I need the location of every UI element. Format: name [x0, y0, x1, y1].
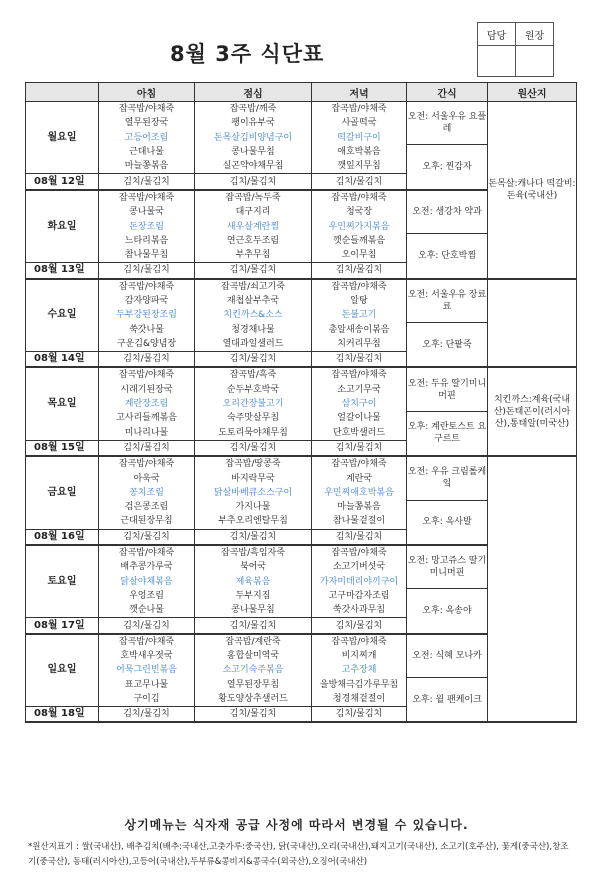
kimchi-item: 김치/물김치: [99, 352, 195, 368]
day-date: 08월 18일: [26, 707, 99, 723]
breakfast-item: 닭살야채볶음: [99, 575, 195, 589]
breakfast-item: 검은콩조림: [99, 500, 195, 514]
breakfast-item: 마늘쫑볶음: [99, 159, 195, 174]
lunch-item: 팽이유부국: [195, 116, 312, 130]
snack-morning: 오전: 우유 크림롤케잌: [407, 456, 488, 500]
lunch-item: 잡곡밥/계란죽: [195, 634, 312, 649]
day-label: 일요일: [26, 634, 99, 707]
dinner-item: 청국장: [312, 205, 407, 219]
dinner-item: 돈불고기: [312, 308, 407, 322]
breakfast-item: 근대나물: [99, 145, 195, 159]
breakfast-item: 잡곡밥/야채죽: [99, 545, 195, 560]
snack-afternoon: 오후: 계란토스트 요구르트: [407, 411, 488, 456]
dinner-item: 삼치구이: [312, 397, 407, 411]
kimchi-item: 김치/물김치: [195, 174, 312, 190]
approval-manager-sign: [478, 46, 516, 77]
dinner-item: 을방채극김가루무침: [312, 678, 407, 692]
lunch-item: 제육볶음: [195, 575, 312, 589]
lunch-item: 순두부호박국: [195, 383, 312, 397]
day-label: 금요일: [26, 456, 99, 529]
dinner-item: 우민찌애호박볶음: [312, 486, 407, 500]
breakfast-item: 표고무나물: [99, 678, 195, 692]
breakfast-item: 고사리들깨볶음: [99, 411, 195, 425]
breakfast-item: 구이김: [99, 692, 195, 707]
lunch-item: 숙주맛살무침: [195, 411, 312, 425]
kimchi-item: 김치/물김치: [312, 263, 407, 279]
dinner-item: 쑥갓사과무침: [312, 603, 407, 618]
breakfast-item: 근대된장무침: [99, 514, 195, 529]
breakfast-item: 잡곡밥/야채죽: [99, 190, 195, 205]
dinner-item: 치커리무침: [312, 337, 407, 352]
header-breakfast: 아침: [99, 83, 195, 102]
dinner-item: 애호박볶음: [312, 145, 407, 159]
snack-morning: 오전: 망고쥬스 딸기미니머핀: [407, 545, 488, 589]
kimchi-item: 김치/물김치: [195, 440, 312, 456]
header-lunch: 점심: [195, 83, 312, 102]
breakfast-item: 잡곡밥/야채죽: [99, 456, 195, 471]
lunch-item: 치킨까스&소스: [195, 308, 312, 322]
lunch-item: 새우살계란찜: [195, 219, 312, 233]
origin-footnote: *원산지표기 : 쌀(국내산), 배추김치(배추:국내산,고춧가루:중국산), 닭(국내산),오리(국내산),돼지고기(국내산), 소고기(호주산), 꽃게(중국산),창조기(중국산), 동태(러시아산),고등어(국내산),두부류&콩비지&콩국수(외국산),오징어(국내산): [28, 842, 569, 867]
dinner-item: 얼갈이나물: [312, 411, 407, 425]
snack-afternoon: 오후: 단팥죽: [407, 322, 488, 367]
dinner-item: 고추장채: [312, 663, 407, 677]
lunch-item: 소고기숙주볶음: [195, 663, 312, 677]
kimchi-item: 김치/물김치: [195, 707, 312, 723]
weekly-menu-table: [25, 82, 577, 723]
dinner-item: 사골떡국: [312, 116, 407, 130]
header-snack: 간식: [407, 83, 488, 102]
breakfast-item: 호박새우젓국: [99, 649, 195, 663]
kimchi-item: 김치/물김치: [312, 352, 407, 368]
breakfast-item: 돈장조림: [99, 219, 195, 233]
snack-morning: 오전: 식혜 모나카: [407, 634, 488, 678]
breakfast-item: 구운김&양념장: [99, 337, 195, 352]
kimchi-item: 김치/물김치: [312, 707, 407, 723]
breakfast-item: 참나물무침: [99, 248, 195, 263]
day-label: 토요일: [26, 545, 99, 618]
origin-note: 돈목살:캐나다 떡갈비:돈육(국내산): [488, 102, 577, 279]
breakfast-item: 콩나물국: [99, 205, 195, 219]
breakfast-item: 계란장조림: [99, 397, 195, 411]
snack-morning: 오전: 서울우유 장료료: [407, 279, 488, 323]
dinner-item: 떡갈비구이: [312, 131, 407, 145]
lunch-item: 열무된장무침: [195, 678, 312, 692]
breakfast-item: 잡곡밥/야채죽: [99, 367, 195, 382]
dinner-item: 잡곡밥/야채죽: [312, 367, 407, 382]
header-day: [26, 83, 99, 102]
breakfast-item: 열무된장국: [99, 116, 195, 130]
dinner-item: 잡곡밥/야채죽: [312, 190, 407, 205]
kimchi-item: 김치/물김치: [195, 352, 312, 368]
dinner-item: 우민찌가지볶음: [312, 219, 407, 233]
lunch-item: 실곤약야채무침: [195, 159, 312, 174]
snack-afternoon: 오후: 단호박찜: [407, 234, 488, 279]
breakfast-item: 감자양파국: [99, 294, 195, 308]
dinner-item: 잡곡밥/야채죽: [312, 102, 407, 117]
lunch-item: 잡곡밥/쇠고기죽: [195, 279, 312, 294]
lunch-item: 가지나물: [195, 500, 312, 514]
lunch-item: 돈목살김비양념구이: [195, 131, 312, 145]
kimchi-item: 김치/물김치: [195, 618, 312, 634]
lunch-item: 북어국: [195, 560, 312, 574]
page-title: 8월 3주 식단표: [170, 42, 325, 66]
lunch-item: 잡곡밥/흑죽: [195, 367, 312, 382]
lunch-item: 바지락무국: [195, 471, 312, 485]
breakfast-item: 고등어조림: [99, 131, 195, 145]
notice-text: 상기메뉴는 식자재 공급 사정에 따라서 변경될 수 있습니다.: [124, 818, 469, 832]
lunch-item: 부추무침: [195, 248, 312, 263]
breakfast-item: 잡곡밥/야채죽: [99, 102, 195, 117]
lunch-item: 잡곡밥/땅콩죽: [195, 456, 312, 471]
dinner-item: 깻순들깨볶음: [312, 234, 407, 248]
breakfast-item: 잡곡밥/야채죽: [99, 634, 195, 649]
breakfast-item: 잡곡밥/야채죽: [99, 279, 195, 294]
day-date: 08월 17일: [26, 618, 99, 634]
lunch-item: 콩나물무침: [195, 603, 312, 618]
day-date: 08월 14일: [26, 352, 99, 368]
lunch-item: 콩나물무침: [195, 145, 312, 159]
lunch-item: 대구지리: [195, 205, 312, 219]
snack-morning: 오전: 두유 딸기미니머핀: [407, 367, 488, 411]
dinner-item: 계란국: [312, 471, 407, 485]
dinner-item: 청경채겉절이: [312, 692, 407, 707]
breakfast-item: 아욱국: [99, 471, 195, 485]
approval-director-sign: [516, 46, 554, 77]
day-date: 08월 12일: [26, 174, 99, 190]
approval-manager-label: 담당: [478, 23, 516, 46]
kimchi-item: 김치/물김치: [195, 529, 312, 545]
kimchi-item: 김치/물김치: [99, 529, 195, 545]
kimchi-item: 김치/물김치: [99, 707, 195, 723]
dinner-item: 잡곡밥/야채죽: [312, 634, 407, 649]
snack-afternoon: 오후: 옥사발: [407, 500, 488, 545]
dinner-item: 알탕: [312, 294, 407, 308]
day-label: 수요일: [26, 279, 99, 352]
lunch-item: 부추오리엔탈무침: [195, 514, 312, 529]
day-label: 월요일: [26, 102, 99, 174]
snack-afternoon: 오후: 옥송야: [407, 589, 488, 634]
breakfast-item: 쑥갓나물: [99, 322, 195, 336]
breakfast-item: 꽁치조림: [99, 486, 195, 500]
kimchi-item: 김치/물김치: [312, 529, 407, 545]
dinner-item: 소고기무국: [312, 383, 407, 397]
lunch-item: 황도양상추샐러드: [195, 692, 312, 707]
dinner-item: 잡곡밥/야채죽: [312, 279, 407, 294]
snack-afternoon: 오후: 찐감자: [407, 145, 488, 190]
header-dinner: 저녁: [312, 83, 407, 102]
lunch-item: 잡곡밥/깨죽: [195, 102, 312, 117]
kimchi-item: 김치/물김치: [312, 440, 407, 456]
day-date: 08월 16일: [26, 529, 99, 545]
kimchi-item: 김치/물김치: [99, 440, 195, 456]
breakfast-item: 배추콩가루국: [99, 560, 195, 574]
dinner-item: 소고기버섯국: [312, 560, 407, 574]
breakfast-item: 미나리나물: [99, 426, 195, 441]
approval-box: [477, 22, 554, 77]
lunch-item: 오리간장불고기: [195, 397, 312, 411]
header-origin: 원산지: [488, 83, 577, 102]
lunch-item: 재첩살부추국: [195, 294, 312, 308]
snack-morning: 오전: 서울우유 요플레: [407, 102, 488, 145]
lunch-item: 청경채나물: [195, 322, 312, 336]
lunch-item: 잡곡밥/녹두죽: [195, 190, 312, 205]
lunch-item: 홍합살미역국: [195, 649, 312, 663]
origin-note: [488, 456, 577, 722]
breakfast-item: 어묵그린빈볶음: [99, 663, 195, 677]
dinner-item: 잡곡밥/야채죽: [312, 456, 407, 471]
snack-morning: 오전: 생강차 약과: [407, 190, 488, 234]
dinner-item: 마늘쫑볶음: [312, 500, 407, 514]
breakfast-item: 느타리볶음: [99, 234, 195, 248]
origin-note: 치킨까스:계육(국내산)돈태곤이(러시아산),통태알(미국산): [488, 367, 577, 456]
kimchi-item: 김치/물김치: [99, 174, 195, 190]
dinner-item: 고구마감자조림: [312, 589, 407, 603]
kimchi-item: 김치/물김치: [195, 263, 312, 279]
breakfast-item: 두부강된장조림: [99, 308, 195, 322]
snack-afternoon: 오후: 윌 팬케이크: [407, 678, 488, 723]
day-label: 목요일: [26, 367, 99, 440]
approval-director-label: 원장: [516, 23, 554, 46]
lunch-item: 도토리묵야채무침: [195, 426, 312, 441]
dinner-item: 잡곡밥/야채죽: [312, 545, 407, 560]
dinner-item: 총알새송이볶음: [312, 322, 407, 336]
lunch-item: 잡곡밥/흑임자죽: [195, 545, 312, 560]
day-date: 08월 13일: [26, 263, 99, 279]
kimchi-item: 김치/물김치: [99, 618, 195, 634]
kimchi-item: 김치/물김치: [312, 174, 407, 190]
day-label: 화요일: [26, 190, 99, 263]
day-date: 08월 15일: [26, 440, 99, 456]
breakfast-item: 깻순나물: [99, 603, 195, 618]
dinner-item: 참나물겉절이: [312, 514, 407, 529]
breakfast-item: 시래기된장국: [99, 383, 195, 397]
lunch-item: 열대과일샐러드: [195, 337, 312, 352]
dinner-item: 단호박샐러드: [312, 426, 407, 441]
kimchi-item: 김치/물김치: [99, 263, 195, 279]
lunch-item: 닭살바베큐소스구이: [195, 486, 312, 500]
lunch-item: 두부지짐: [195, 589, 312, 603]
dinner-item: 깻잎지무침: [312, 159, 407, 174]
dinner-item: 가자미데리야끼구이: [312, 575, 407, 589]
origin-note: [488, 279, 577, 368]
lunch-item: 연근호두조림: [195, 234, 312, 248]
dinner-item: 오이무침: [312, 248, 407, 263]
kimchi-item: 김치/물김치: [312, 618, 407, 634]
breakfast-item: 우엉조림: [99, 589, 195, 603]
dinner-item: 비지찌개: [312, 649, 407, 663]
